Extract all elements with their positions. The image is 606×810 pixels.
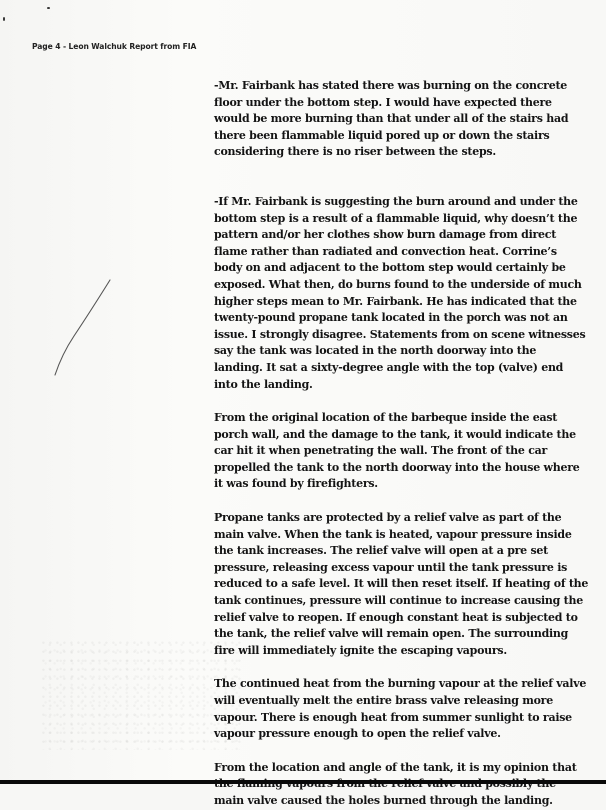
text-line: propelled the tank to the north doorway into the house where xyxy=(214,460,580,474)
text-line xyxy=(214,776,574,793)
text-line: would be more burning than that under all of the stairs had xyxy=(214,112,569,126)
text-line: -Mr. Fairbank has stated there was burning on the concrete xyxy=(214,79,568,92)
text-line: considering there is no riser between the steps. xyxy=(214,145,496,159)
text-line: it was found by firefighters. xyxy=(214,477,378,491)
text-line: exposed. What then, do burns found to the underside of much xyxy=(214,277,582,291)
text-line: The continued heat from the burning vapour at the relief valve xyxy=(214,677,587,691)
text-line: reduced to a safe level. It will then reset itself. If heating of the xyxy=(214,577,589,591)
scan-speck xyxy=(3,17,5,21)
text-line: Propane tanks are protected by a relief valve as part of the xyxy=(214,511,562,525)
text-line: From the location and angle of the tank, it is my opinion that xyxy=(214,760,577,774)
text-line: tank continues, pressure will continue to increase causing the xyxy=(214,594,583,608)
paragraph-relief-valve xyxy=(214,510,589,659)
text-line: flame rather than radiated and convection heat. Corrine’s xyxy=(214,244,557,258)
text-line: twenty-pound propane tank located in the porch was not an xyxy=(214,311,568,325)
margin-pencil-mark xyxy=(52,278,114,378)
text-line: relief valve to reopen. If enough constant heat is subjected to xyxy=(214,610,578,624)
text-line: main valve caused the holes burned through the landing. xyxy=(214,793,553,807)
report-body xyxy=(214,78,589,810)
text-line: landing. It sat a sixty-degree angle with the top (valve) end xyxy=(214,360,564,374)
text-line: From the original location of the barbeque inside the east xyxy=(214,411,558,425)
text-line: the tank increases. The relief valve will open at a pre set xyxy=(214,544,548,558)
text-line: vapour pressure enough to open the relief valve. xyxy=(214,727,501,741)
paragraph-barbeque-location xyxy=(214,410,580,493)
text-line: there been flammable liquid pored up or down the stairs xyxy=(214,128,550,142)
text-line: issue. I strongly disagree. Statements from on scene witnesses xyxy=(214,327,586,341)
scan-bottom-edge xyxy=(0,780,606,784)
text-line: vapour. There is enough heat from summer sunlight to raise xyxy=(214,710,572,724)
text-line: say the tank was located in the north doorway into the xyxy=(214,344,537,358)
paragraph-flammable-liquid xyxy=(214,194,586,393)
text-line: body on and adjacent to the bottom step would certainly be xyxy=(214,261,566,275)
text-line: main valve. When the tank is heated, vapour pressure inside xyxy=(214,527,572,541)
scan-noise xyxy=(42,640,242,750)
text-line: pattern and/or her clothes show burn damage from direct xyxy=(214,228,557,242)
text-line: car hit it when penetrating the wall. The front of the car xyxy=(214,444,548,458)
paragraph-concrete-floor-burning xyxy=(214,78,574,161)
scan-speck xyxy=(47,7,50,9)
text-line: -If Mr. Fairbank is suggesting the burn around and under the xyxy=(214,194,578,208)
text-line: fire will immediately ignite the escaping vapours. xyxy=(214,643,507,657)
text-line: into the landing. xyxy=(214,377,313,391)
text-line: floor under the bottom step. I would have expected there xyxy=(214,95,552,109)
text-line: higher steps mean to Mr. Fairbank. He has indicated that the xyxy=(214,294,577,308)
paragraph-opinion xyxy=(214,760,577,810)
text-line: porch wall, and the damage to the tank, it would indicate the xyxy=(214,427,576,441)
paragraph-brass-valve xyxy=(214,676,587,742)
text-line: bottom step is a result of a flammable liquid, why doesn’t the xyxy=(214,211,578,225)
text-line: pressure, releasing excess vapour until the tank pressure is xyxy=(214,560,568,574)
page-header: Page 4 - Leon Walchuk Report from FIA xyxy=(32,42,197,51)
text-line: will eventually melt the entire brass valve releasing more xyxy=(214,694,553,707)
text-line: the tank, the relief valve will remain open. The surrounding xyxy=(214,627,569,641)
